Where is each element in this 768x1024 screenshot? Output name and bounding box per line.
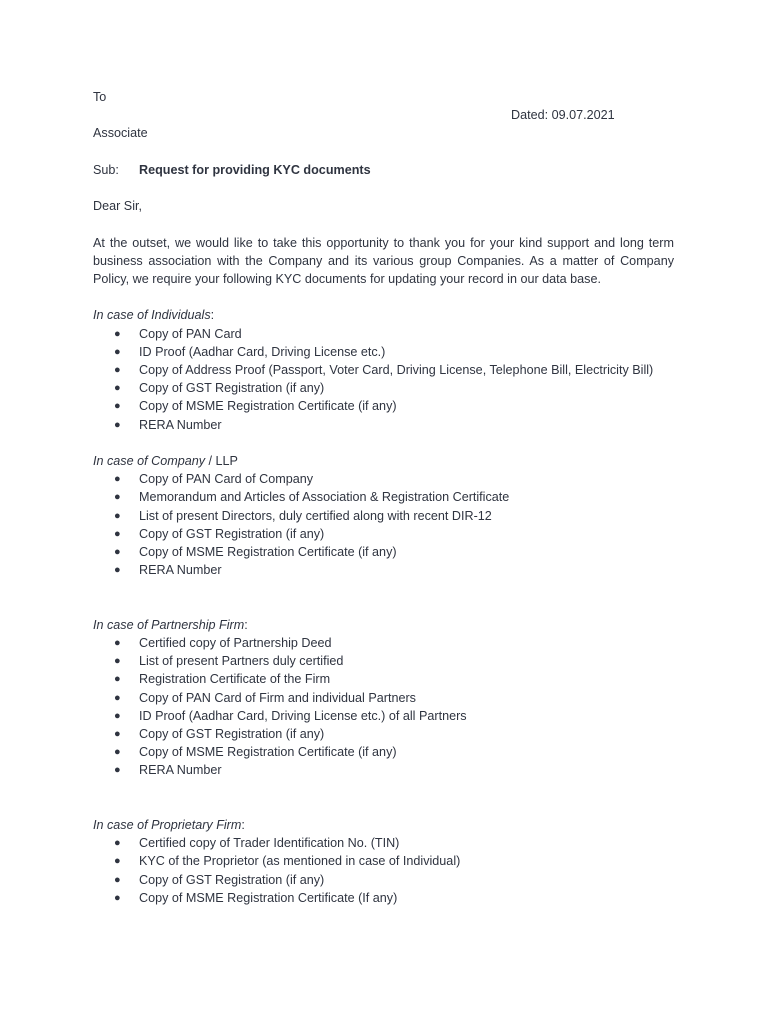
list-item: ● Copy of PAN Card of Company <box>114 472 314 487</box>
body-paragraph: At the outset, we would like to take this opportunity to thank you for your kind support and long term business association with the Company and its various group Companies. As a matter of Company Policy, we require your following KYC documents for updating your record in our data base. <box>93 235 674 286</box>
list-item: ● List of present Directors, duly certified along with recent DIR-12 <box>114 508 492 523</box>
list-item: ● Copy of PAN Card of Firm and individual Partners <box>114 690 416 705</box>
section-title-company: In case of Company / LLP <box>93 453 238 468</box>
list-item: ● Copy of PAN Card <box>114 326 242 341</box>
subject-label: Sub: <box>93 162 119 177</box>
letter-page <box>93 88 674 907</box>
date-line: Dated: 09.07.2021 <box>511 108 615 122</box>
list-item: ● Copy of GST Registration (if any) <box>114 381 325 396</box>
list-item: ● ID Proof (Aadhar Card, Driving License etc.) of all Partners <box>114 708 467 723</box>
subject-text: Request for providing KYC documents <box>139 162 371 177</box>
list-item: ● RERA Number <box>114 563 222 578</box>
section-list-company <box>93 470 674 579</box>
recipient: Associate <box>93 126 148 141</box>
list-item: ● Memorandum and Articles of Association & Registration Certificate <box>114 490 510 505</box>
list-item: ● Copy of GST Registration (if any) <box>114 526 325 541</box>
list-item: ● Registration Certificate of the Firm <box>114 672 331 687</box>
subject-line <box>93 161 674 179</box>
list-item: ● Copy of Address Proof (Passport, Voter Card, Driving License, Telephone Bill, Electricity Bill) <box>114 362 654 377</box>
list-item: ● Copy of MSME Registration Certificate (if any) <box>114 745 397 760</box>
list-item: ● Copy of MSME Registration Certificate (if any) <box>114 399 397 414</box>
list-item: ● RERA Number <box>114 763 222 778</box>
section-title-individuals: In case of Individuals: <box>93 308 215 323</box>
list-item: ● Certified copy of Trader Identification No. (TIN) <box>114 836 400 851</box>
list-item: ● Copy of GST Registration (if any) <box>114 726 325 741</box>
to-label: To <box>93 90 107 104</box>
section-list-proprietary <box>93 834 674 907</box>
list-item: ● ID Proof (Aadhar Card, Driving License etc.) <box>114 344 386 359</box>
to-line <box>93 88 674 122</box>
section-title-proprietary: In case of Proprietary Firm: <box>93 817 245 832</box>
salutation: Dear Sir, <box>93 199 142 214</box>
section-list-individuals <box>93 325 674 434</box>
list-item: ● RERA Number <box>114 417 222 432</box>
section-list-partnership <box>93 634 674 780</box>
list-item: ● Copy of GST Registration (if any) <box>114 872 325 887</box>
list-item: ● KYC of the Proprietor (as mentioned in case of Individual) <box>114 854 461 869</box>
section-title-partnership: In case of Partnership Firm: <box>93 617 248 632</box>
list-item: ● Copy of MSME Registration Certificate (if any) <box>114 544 397 559</box>
list-item: ● List of present Partners duly certified <box>114 654 344 669</box>
list-item: ● Certified copy of Partnership Deed <box>114 635 332 650</box>
list-item: ● Copy of MSME Registration Certificate (If any) <box>114 890 398 905</box>
